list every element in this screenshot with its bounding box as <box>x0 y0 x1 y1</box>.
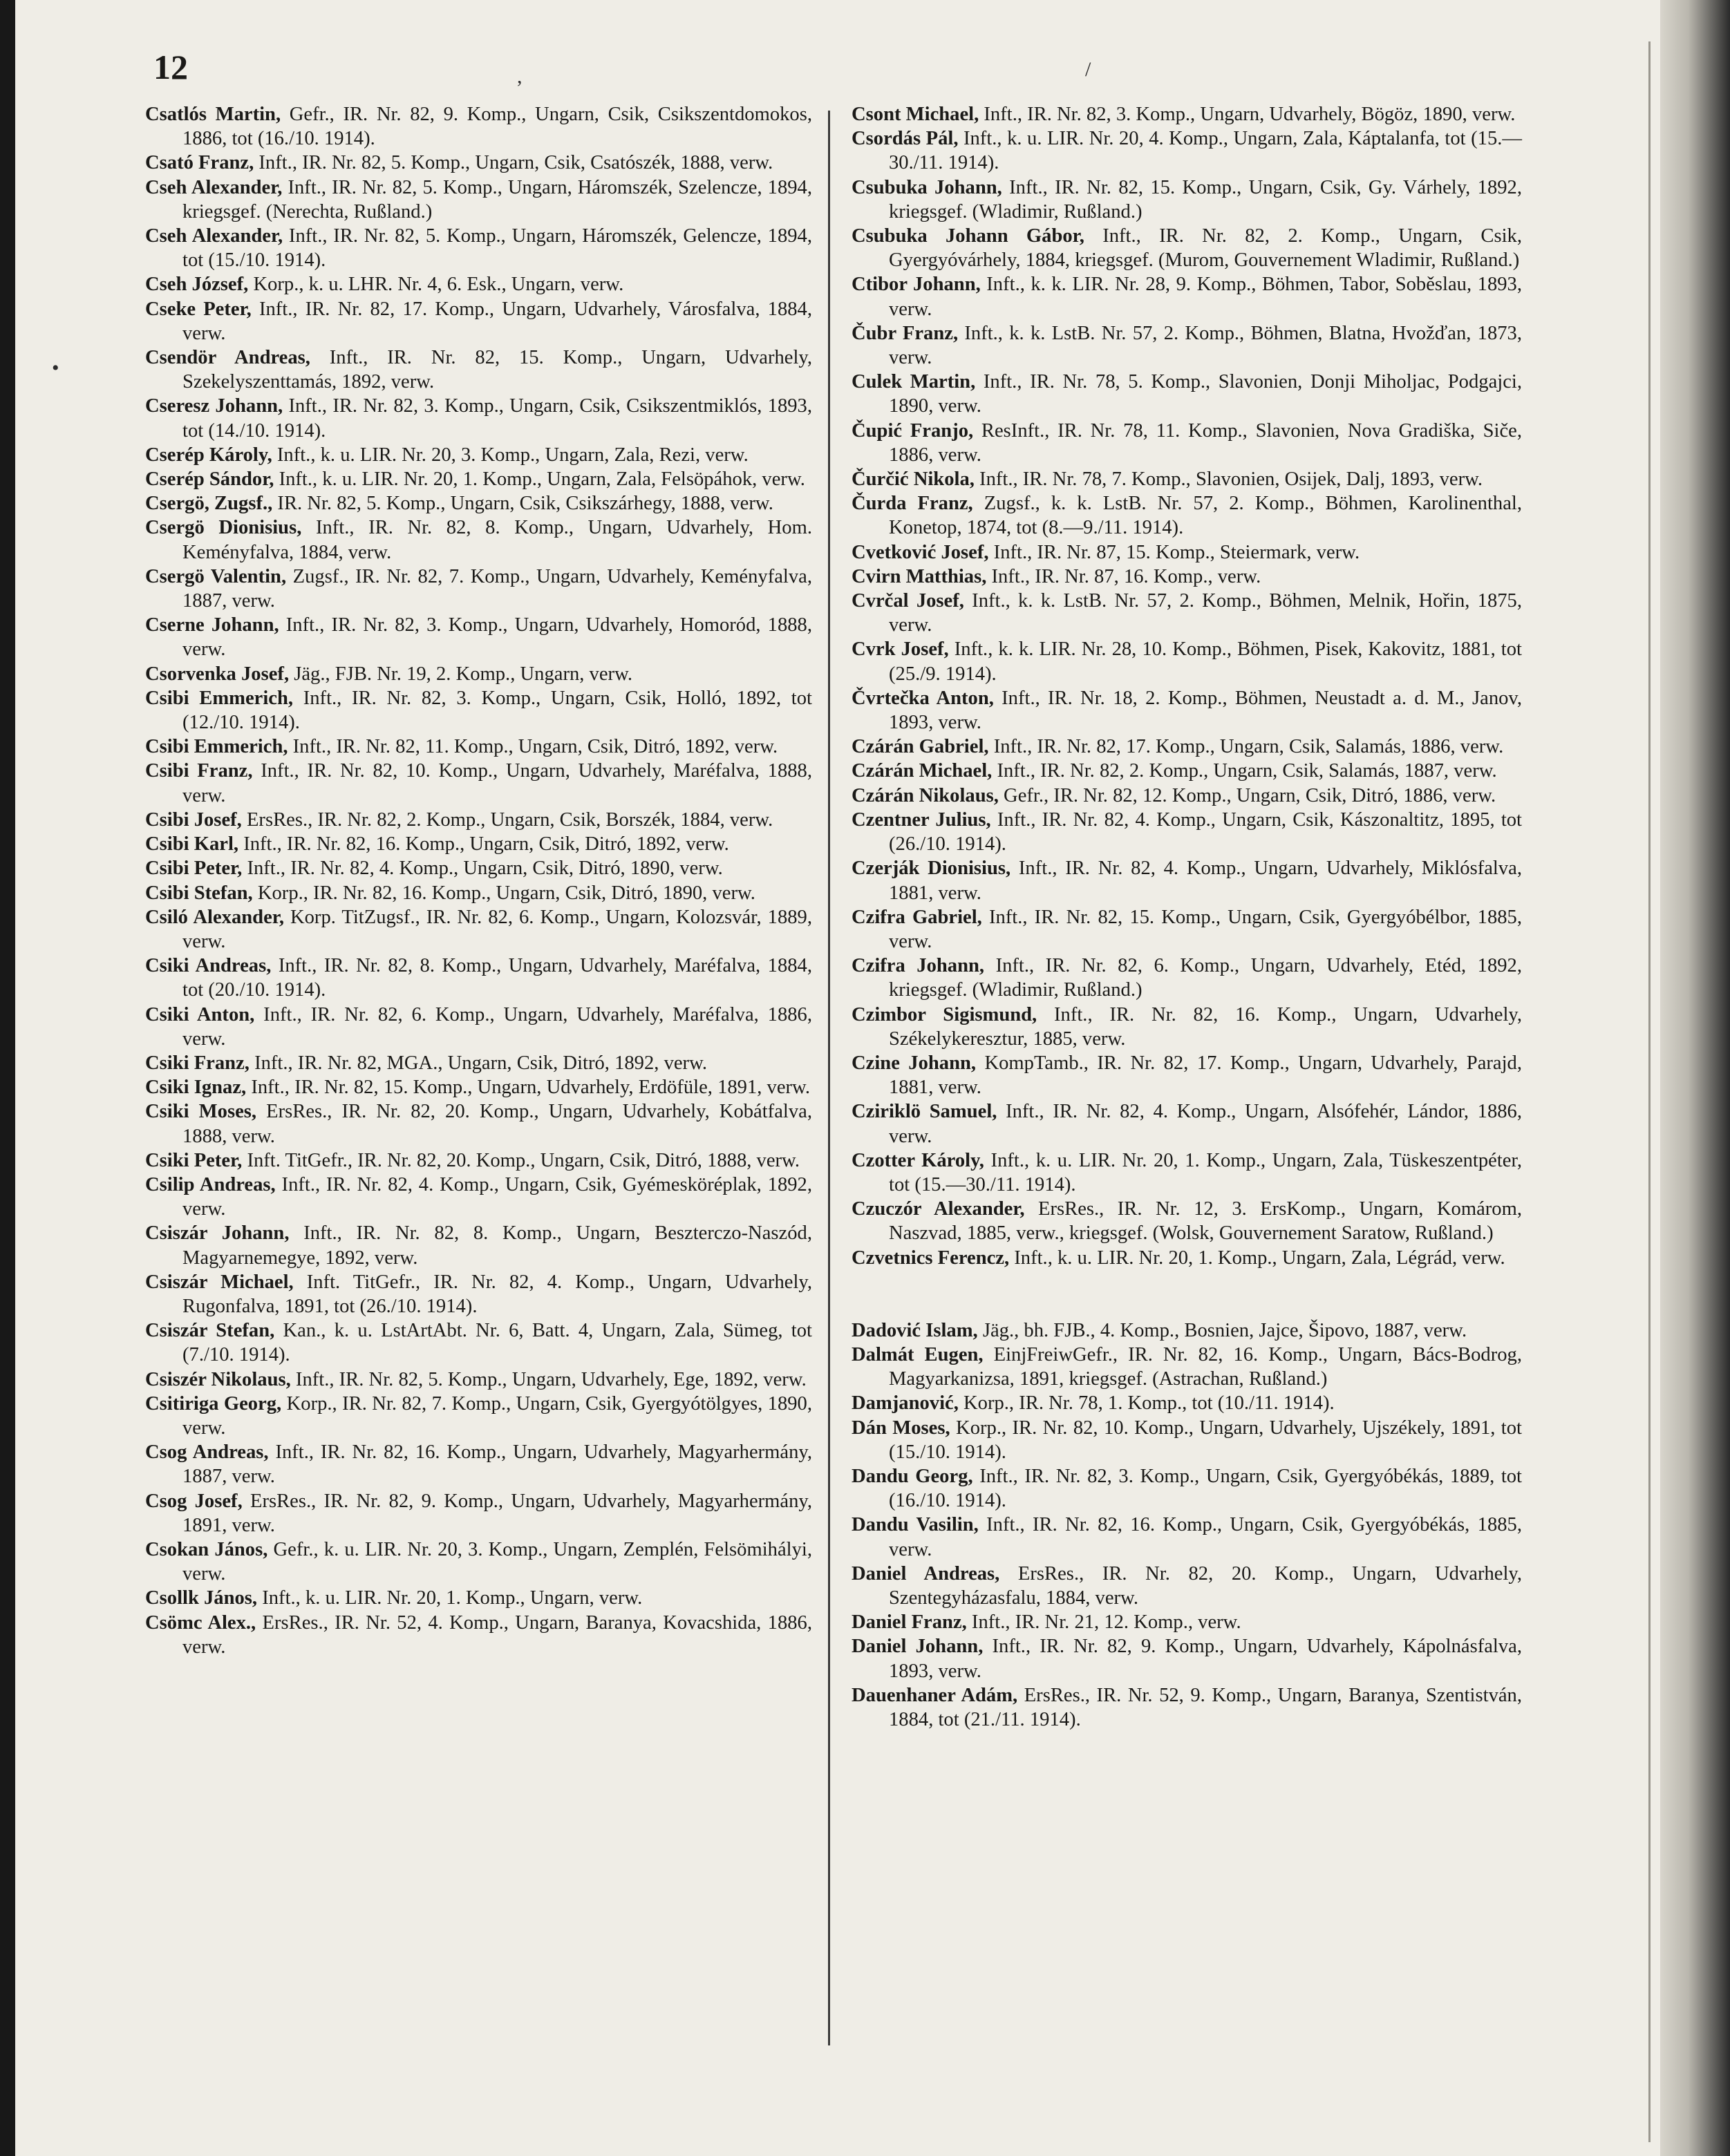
register-entry <box>145 176 812 224</box>
entry-name: Czárán Gabriel, <box>852 736 989 758</box>
register-entry <box>145 832 812 856</box>
entry-details: Inft., IR. Nr. 82, 3. Komp., Ungarn, Csik, Gyergyóbékás, 1889, tot (16./10. 1914). <box>889 1465 1523 1512</box>
entry-details: Inft., IR. Nr. 82, 4. Komp., Ungarn, Csik, Ditró, 1890, verw. <box>242 858 723 880</box>
entry-name: Cvetković Josef, <box>852 541 989 563</box>
register-entry <box>852 1610 1522 1634</box>
entry-details: Inft., IR. Nr. 82, 16. Komp., Ungarn, Udvarhely, Magyarhermány, 1887, verw. <box>182 1441 812 1488</box>
register-entry <box>145 1318 812 1367</box>
register-entry <box>145 1148 812 1173</box>
entry-name: Dandu Vasilin, <box>852 1514 979 1536</box>
entry-name: Csog Josef, <box>145 1490 243 1512</box>
register-entry <box>145 881 812 905</box>
entry-name: Cseresz Johann, <box>145 395 283 417</box>
register-entry <box>852 1148 1522 1197</box>
entry-name: Csiszér Nikolaus, <box>145 1368 291 1390</box>
entry-details: Inft., IR. Nr. 82, 11. Komp., Ungarn, Csik, Ditró, 1892, verw. <box>288 736 778 758</box>
entry-details: Inft., IR. Nr. 82, 17. Komp., Ungarn, Udvarhely, Városfalva, 1884, verw. <box>182 298 812 344</box>
register-entry <box>852 759 1522 783</box>
entry-details: Inft., k. u. LIR. Nr. 20, 3. Komp., Ungarn, Zala, Rezi, verw. <box>272 444 749 466</box>
register-entry <box>852 540 1522 565</box>
entry-details: Inft., k. u. LIR. Nr. 20, 1. Komp., Ungarn, Zala, Tüskeszentpéter, tot (15.—30./11. 1914). <box>889 1149 1522 1195</box>
entry-details: Inft., IR. Nr. 82, 6. Komp., Ungarn, Udvarhely, Maréfalva, 1886, verw. <box>182 1003 812 1050</box>
entry-details: Inft., IR. Nr. 82, 8. Komp., Ungarn, Beszterczo-Naszód, Magyarnemegye, 1892, verw. <box>182 1222 812 1269</box>
entry-details: ErsRes., IR. Nr. 82, 20. Komp., Ungarn, Udvarhely, Kobátfalva, 1888, verw. <box>182 1101 812 1147</box>
register-entry <box>852 321 1522 370</box>
register-entry <box>852 808 1522 856</box>
entry-name: Cziriklö Samuel, <box>852 1101 997 1123</box>
entry-details: Inft., IR. Nr. 82, 3. Komp., Ungarn, Udvarhely, Homoród, 1888, verw. <box>182 614 812 661</box>
register-entry <box>145 151 812 175</box>
entry-details: Inft., k. k. LIR. Nr. 28, 9. Komp., Böhmen, Tabor, Soběslau, 1893, verw. <box>889 274 1522 320</box>
entry-name: Cseh József, <box>145 274 249 296</box>
entry-name: Csiszár Michael, <box>145 1271 294 1293</box>
entry-name: Csiki Peter, <box>145 1149 243 1171</box>
register-entry <box>145 735 812 759</box>
register-entry <box>852 1464 1522 1513</box>
entry-details: Inft., IR. Nr. 82, 15. Komp., Ungarn, Csik, Gyergyóbélbor, 1885, verw. <box>889 906 1522 952</box>
entry-details: ResInft., IR. Nr. 78, 11. Komp., Slavonien, Nova Gradiška, Siče, 1886, verw. <box>889 419 1523 466</box>
entry-details: Inft., IR. Nr. 82, 4. Komp., Ungarn, Udvarhely, Miklósfalva, 1881, verw. <box>889 858 1522 904</box>
register-entry <box>852 1513 1522 1561</box>
register-entry <box>852 224 1522 272</box>
register-entry <box>852 954 1522 1002</box>
register-entry <box>145 272 812 296</box>
entry-details: Korp., IR. Nr. 82, 7. Komp., Ungarn, Csik, Gyergyótölgyes, 1890, verw. <box>182 1392 812 1439</box>
entry-name: Csergö, Zugsf., <box>145 493 273 515</box>
entry-name: Čurčić Nikola, <box>852 469 975 491</box>
entry-name: Csibi Karl, <box>145 833 239 855</box>
entry-name: Csendör Andreas, <box>145 347 310 369</box>
entry-name: Csergö Valentin, <box>145 565 287 587</box>
entry-name: Čupić Franjo, <box>852 419 974 442</box>
register-entry <box>852 272 1522 321</box>
left-column <box>145 102 812 1659</box>
register-entry <box>145 1611 812 1659</box>
register-entry <box>145 297 812 346</box>
entry-details: Inft., k. u. LIR. Nr. 20, 4. Komp., Ungarn, Zala, Káptalanfa, tot (15.—30./11. 1914). <box>889 128 1522 174</box>
register-entry <box>145 565 812 613</box>
entry-name: Csiki Ignaz, <box>145 1077 247 1099</box>
entry-name: Csiló Alexander, <box>145 906 284 928</box>
register-entry <box>145 662 812 686</box>
entry-name: Ctibor Johann, <box>852 274 981 296</box>
register-entry <box>852 1099 1522 1148</box>
entry-details: Inft., IR. Nr. 82, 5. Komp., Ungarn, Háromszék, Gelencze, 1894, tot (15./10. 1914). <box>182 225 813 272</box>
entry-name: Cseh Alexander, <box>145 176 283 198</box>
entry-details: ErsRes., IR. Nr. 12, 3. ErsKomp., Ungarn, Komárom, Naszvad, 1885, verw., kriegsgef. (Wolsk, Gouvernement Saratow, Rußland.) <box>889 1198 1522 1245</box>
entry-name: Csergö Dionisius, <box>145 517 302 539</box>
register-entry <box>145 1173 812 1221</box>
register-entry <box>145 102 812 151</box>
register-entry <box>145 224 812 272</box>
entry-details: Korp., IR. Nr. 82, 16. Komp., Ungarn, Csik, Ditró, 1890, verw. <box>252 882 755 904</box>
section-gap <box>852 1270 1522 1318</box>
entry-name: Dadović Islam, <box>852 1319 978 1341</box>
register-entry <box>852 1318 1522 1343</box>
register-entry <box>852 565 1522 589</box>
register-entry <box>145 1368 812 1392</box>
entry-name: Csiki Moses, <box>145 1101 257 1123</box>
entry-details: Korp., IR. Nr. 78, 1. Komp., tot (10./11. 1914). <box>958 1392 1335 1415</box>
column-divider <box>828 111 830 2045</box>
register-entry <box>145 1538 812 1586</box>
entry-name: Czotter Károly, <box>852 1149 984 1171</box>
register-entry <box>145 1099 812 1148</box>
entry-details: Inft. TitGefr., IR. Nr. 82, 20. Komp., Ungarn, Csik, Ditró, 1888, verw. <box>242 1149 800 1171</box>
register-entry <box>145 467 812 491</box>
register-entry <box>145 1440 812 1488</box>
entry-name: Csokan János, <box>145 1538 268 1560</box>
entry-details: ErsRes., IR. Nr. 82, 2. Komp., Ungarn, Csik, Borszék, 1884, verw. <box>241 808 773 831</box>
register-entry <box>145 808 812 832</box>
entry-details: Inft., IR. Nr. 82, 10. Komp., Ungarn, Udvarhely, Maréfalva, 1888, verw. <box>182 760 812 806</box>
entry-details: Inft., IR. Nr. 87, 16. Komp., verw. <box>986 565 1261 587</box>
entry-details: Inft., IR. Nr. 82, 6. Komp., Ungarn, Udvarhely, Etéd, 1892, kriegsgef. (Wladimir, Rußland.) <box>889 955 1522 1001</box>
register-entry <box>852 126 1522 175</box>
scan-speck: / <box>1085 58 1091 81</box>
entry-name: Czárán Michael, <box>852 760 993 782</box>
entry-name: Cvrk Josef, <box>852 639 949 661</box>
entry-name: Csiki Franz, <box>145 1052 250 1074</box>
register-entry <box>852 905 1522 954</box>
entry-details: Inft., IR. Nr. 82, 5. Komp., Ungarn, Háromszék, Szelencze, 1894, kriegsgef. (Nerechta, Rußland.) <box>182 176 812 223</box>
entry-name: Cserép Sándor, <box>145 469 274 491</box>
register-entry <box>145 346 812 394</box>
entry-details: Inft., IR. Nr. 82, 3. Komp., Ungarn, Csik, Csikszentmiklós, 1893, tot (14./10. 1914). <box>182 395 812 442</box>
register-entry <box>145 954 812 1002</box>
right-column <box>852 102 1522 1732</box>
entry-details: ErsRes., IR. Nr. 82, 9. Komp., Ungarn, Udvarhely, Magyarhermány, 1891, verw. <box>182 1490 812 1536</box>
register-entry <box>145 1075 812 1099</box>
entry-details: Inft., k. u. LIR. Nr. 20, 1. Komp., Ungarn, Zala, Légrád, verw. <box>1009 1247 1505 1269</box>
register-entry <box>852 370 1522 418</box>
entry-details: Inft., IR. Nr. 82, 15. Komp., Ungarn, Udvarhely, Erdöfüle, 1891, verw. <box>246 1077 811 1099</box>
entry-name: Čurda Franz, <box>852 493 973 515</box>
entry-name: Cseh Alexander, <box>145 225 283 247</box>
register-entry <box>852 784 1522 808</box>
entry-details: Inft., k. u. LIR. Nr. 20, 1. Komp., Ungarn, Zala, Felsöpáhok, verw. <box>274 469 805 491</box>
register-entry <box>145 516 812 564</box>
entry-name: Czárán Nikolaus, <box>852 784 999 806</box>
register-entry <box>145 1586 812 1610</box>
register-entry <box>145 1221 812 1269</box>
entry-details: Inft., IR. Nr. 82, 4. Komp., Ungarn, Csik, Gyémesköréplak, 1892, verw. <box>182 1173 812 1220</box>
entry-details: Zugsf., k. k. LstB. Nr. 57, 2. Komp., Böhmen, Karolinenthal, Konetop, 1874, tot (8.—9./11. 1914). <box>889 493 1522 539</box>
register-entry <box>145 1270 812 1318</box>
entry-name: Csubuka Johann, <box>852 176 1002 198</box>
entry-details: ErsRes., IR. Nr. 82, 20. Komp., Ungarn, Udvarhely, Szentegyházasfalu, 1884, verw. <box>889 1562 1522 1609</box>
entry-name: Dauenhaner Adám, <box>852 1684 1018 1706</box>
entry-details: Inft., k. k. LstB. Nr. 57, 2. Komp., Böhmen, Blatna, Hvožďan, 1873, verw. <box>889 322 1522 369</box>
entry-name: Daniel Andreas, <box>852 1562 1000 1585</box>
register-entry <box>852 589 1522 637</box>
entry-details: Inft., IR. Nr. 78, 7. Komp., Slavonien, Osijek, Dalj, 1893, verw. <box>974 469 1483 491</box>
entry-name: Csiszár Stefan, <box>145 1320 275 1342</box>
register-entry <box>852 1051 1522 1099</box>
entry-details: Inft., IR. Nr. 82, 16. Komp., Ungarn, Udvarhely, Székelykeresztur, 1885, verw. <box>889 1003 1522 1050</box>
register-entry <box>852 1003 1522 1051</box>
entry-details: Inft., IR. Nr. 82, 4. Komp., Ungarn, Alsófehér, Lándor, 1886, verw. <box>889 1101 1523 1147</box>
register-entry <box>145 856 812 880</box>
register-entry <box>852 419 1522 467</box>
entry-name: Dalmát Eugen, <box>852 1343 984 1365</box>
entry-details: Inft., IR. Nr. 87, 15. Komp., Steiermark, verw. <box>988 541 1360 563</box>
entry-name: Czimbor Sigismund, <box>852 1003 1037 1025</box>
entry-details: Inft. TitGefr., IR. Nr. 82, 4. Komp., Ungarn, Udvarhely, Rugonfalva, 1891, tot (26./10. 1914). <box>182 1271 812 1317</box>
register-entry <box>852 491 1522 540</box>
entry-name: Daniel Johann, <box>852 1636 984 1658</box>
entry-details: Inft., k. k. LstB. Nr. 57, 2. Komp., Böhmen, Melnik, Hořin, 1875, verw. <box>889 590 1522 636</box>
register-entry <box>852 686 1522 735</box>
entry-details: Inft., IR. Nr. 82, 5. Komp., Ungarn, Csik, Csatószék, 1888, verw. <box>254 152 773 174</box>
entry-details: Korp. TitZugsf., IR. Nr. 82, 6. Komp., Ungarn, Kolozsvár, 1889, verw. <box>182 906 812 952</box>
entry-details: Inft., IR. Nr. 82, 15. Komp., Ungarn, Csik, Gy. Várhely, 1892, kriegsgef. (Wladimir, Rußland.) <box>889 176 1522 223</box>
entry-name: Csont Michael, <box>852 104 979 125</box>
entry-details: Inft., IR. Nr. 82, 3. Komp., Ungarn, Csik, Holló, 1892, tot (12./10. 1914). <box>182 687 812 734</box>
register-entry <box>145 686 812 735</box>
entry-name: Čvrtečka Anton, <box>852 687 994 709</box>
register-entry <box>145 443 812 467</box>
register-entry <box>145 1392 812 1440</box>
entry-details: Inft., k. k. LIR. Nr. 28, 10. Komp., Böhmen, Pisek, Kakovitz, 1881, tot (25./9. 1914). <box>889 639 1522 685</box>
entry-name: Cvirn Matthias, <box>852 565 987 587</box>
entry-details: Jäg., bh. FJB., 4. Komp., Bosnien, Jajce, Šipovo, 1887, verw. <box>977 1319 1467 1341</box>
entry-name: Csibi Franz, <box>145 760 253 782</box>
entry-name: Csató Franz, <box>145 152 254 174</box>
entry-details: Inft., IR. Nr. 82, 3. Komp., Ungarn, Udvarhely, Bögöz, 1890, verw. <box>979 104 1516 125</box>
entry-name: Czifra Gabriel, <box>852 906 982 928</box>
entry-details: Inft., IR. Nr. 82, 16. Komp., Ungarn, Csik, Gyergyóbékás, 1885, verw. <box>889 1514 1522 1560</box>
entry-name: Czuczór Alexander, <box>852 1198 1025 1220</box>
entry-name: Culek Martin, <box>852 371 976 393</box>
entry-name: Csibi Josef, <box>145 808 242 831</box>
entry-name: Csibi Emmerich, <box>145 687 294 709</box>
entry-details: Inft., IR. Nr. 82, 15. Komp., Ungarn, Udvarhely, Szekelyszenttamás, 1892, verw. <box>182 347 812 393</box>
register-entry <box>852 856 1522 905</box>
register-entry <box>145 1489 812 1538</box>
register-entry <box>145 491 812 516</box>
entry-details: Inft., IR. Nr. 82, 17. Komp., Ungarn, Csik, Salamás, 1886, verw. <box>988 736 1504 758</box>
entry-name: Csorvenka Josef, <box>145 663 290 685</box>
entry-name: Cvrčal Josef, <box>852 590 964 612</box>
entry-details: ErsRes., IR. Nr. 52, 4. Komp., Ungarn, Baranya, Kovacshida, 1886, verw. <box>182 1611 812 1658</box>
entry-name: Cserne Johann, <box>145 614 279 636</box>
entry-name: Čubr Franz, <box>852 322 959 344</box>
entry-name: Dán Moses, <box>852 1417 950 1439</box>
register-entry <box>852 176 1522 224</box>
entry-details: Inft., IR. Nr. 82, 4. Komp., Ungarn, Csik, Kászonaltitz, 1895, tot (26./10. 1914). <box>889 808 1523 855</box>
entry-name: Csitiriga Georg, <box>145 1392 282 1415</box>
entry-details: Kan., k. u. LstArtAbt. Nr. 6, Batt. 4, Ungarn, Zala, Sümeg, tot (7./10. 1914). <box>182 1320 812 1366</box>
entry-name: Dandu Georg, <box>852 1465 973 1487</box>
scan-speck: • <box>52 357 59 379</box>
entry-details: Inft., IR. Nr. 82, 8. Komp., Ungarn, Udvarhely, Hom. Keményfalva, 1884, verw. <box>182 517 812 563</box>
entry-details: ErsRes., IR. Nr. 52, 9. Komp., Ungarn, Baranya, Szentistván, 1884, tot (21./11. 1914). <box>889 1684 1522 1730</box>
entry-name: Damjanović, <box>852 1392 959 1415</box>
register-entry <box>145 613 812 661</box>
register-entry <box>852 1634 1522 1683</box>
entry-details: KompTamb., IR. Nr. 82, 17. Komp., Ungarn, Udvarhely, Parajd, 1881, verw. <box>889 1052 1523 1099</box>
entry-name: Csiki Anton, <box>145 1003 255 1025</box>
register-entry <box>145 1003 812 1051</box>
entry-name: Czvetnics Ferencz, <box>852 1247 1010 1269</box>
entry-details: Inft., IR. Nr. 18, 2. Komp., Böhmen, Neustadt a. d. M., Janov, 1893, verw. <box>889 687 1522 734</box>
entry-name: Czerják Dionisius, <box>852 858 1011 880</box>
entry-details: Jäg., FJB. Nr. 19, 2. Komp., Ungarn, verw. <box>289 663 633 685</box>
entry-details: Gefr., IR. Nr. 82, 9. Komp., Ungarn, Csik, Csikszentdomokos, 1886, tot (16./10. 1914). <box>182 104 813 150</box>
entry-name: Csibi Peter, <box>145 858 243 880</box>
scan-edge <box>1660 0 1730 2156</box>
entry-details: Gefr., IR. Nr. 82, 12. Komp., Ungarn, Csik, Ditró, 1886, verw. <box>998 784 1496 806</box>
entry-details: EinjFreiwGefr., IR. Nr. 82, 16. Komp., Ungarn, Bács-Bodrog, Magyarkanizsa, 1891, kriegsgef. (Astrachan, Rußland.) <box>889 1343 1522 1390</box>
entry-name: Csiszár Johann, <box>145 1222 290 1245</box>
entry-name: Csibi Emmerich, <box>145 736 288 758</box>
entry-details: Zugsf., IR. Nr. 82, 7. Komp., Ungarn, Udvarhely, Keményfalva, 1887, verw. <box>182 565 812 612</box>
entry-name: Csordás Pál, <box>852 128 959 150</box>
register-entry <box>852 1197 1522 1245</box>
entry-details: IR. Nr. 82, 5. Komp., Ungarn, Csik, Csikszárhegy, 1888, verw. <box>272 493 773 515</box>
entry-details: Korp., IR. Nr. 82, 10. Komp., Ungarn, Udvarhely, Ujszékely, 1891, tot (15./10. 1914). <box>889 1417 1522 1463</box>
entry-details: Inft., IR. Nr. 21, 12. Komp., verw. <box>966 1611 1241 1634</box>
entry-details: Inft., IR. Nr. 82, 16. Komp., Ungarn, Csik, Ditró, 1892, verw. <box>238 833 729 855</box>
entry-name: Czifra Johann, <box>852 955 985 977</box>
register-entry <box>852 1391 1522 1415</box>
register-entry <box>145 905 812 954</box>
entry-details: Gefr., k. u. LIR. Nr. 20, 3. Komp., Ungarn, Zemplén, Felsömihályi, verw. <box>182 1538 812 1585</box>
register-entry <box>852 1683 1522 1732</box>
entry-name: Cseke Peter, <box>145 298 252 320</box>
register-entry <box>145 1051 812 1075</box>
register-entry <box>852 1416 1522 1464</box>
entry-name: Czine Johann, <box>852 1052 977 1074</box>
entry-details: Inft., IR. Nr. 82, MGA., Ungarn, Csik, Ditró, 1892, verw. <box>249 1052 708 1074</box>
entry-details: Inft., IR. Nr. 82, 8. Komp., Ungarn, Udvarhely, Maréfalva, 1884, tot (20./10. 1914). <box>182 955 812 1001</box>
entry-details: Korp., k. u. LHR. Nr. 4, 6. Esk., Ungarn, verw. <box>248 274 624 296</box>
entry-details: Inft., IR. Nr. 82, 9. Komp., Ungarn, Udvarhely, Kápolnásfalva, 1893, verw. <box>889 1636 1522 1682</box>
register-entry <box>852 1246 1522 1270</box>
entry-name: Daniel Franz, <box>852 1611 967 1634</box>
entry-name: Czentner Julius, <box>852 808 991 831</box>
page-fold-line <box>1648 41 1651 2142</box>
entry-details: Inft., IR. Nr. 82, 5. Komp., Ungarn, Udvarhely, Ege, 1892, verw. <box>290 1368 807 1390</box>
entry-details: Inft., IR. Nr. 82, 2. Komp., Ungarn, Csik, Salamás, 1887, verw. <box>992 760 1497 782</box>
entry-name: Csollk János, <box>145 1587 258 1609</box>
entry-details: Inft., k. u. LIR. Nr. 20, 1. Komp., Ungarn, verw. <box>257 1587 643 1609</box>
register-entry <box>852 467 1522 491</box>
entry-details: Inft., IR. Nr. 82, 2. Komp., Ungarn, Csik, Gyergyóvárhely, 1884, kriegsgef. (Murom, Gouvernement Wladimir, Rußland.) <box>889 225 1523 272</box>
register-entry <box>852 102 1522 126</box>
entry-name: Csatlós Martin, <box>145 104 281 125</box>
entry-name: Csubuka Johann Gábor, <box>852 225 1084 247</box>
register-entry <box>852 1562 1522 1610</box>
register-entry <box>852 735 1522 759</box>
register-entry <box>852 637 1522 685</box>
scan-speck: , <box>517 65 523 88</box>
entry-name: Csilip Andreas, <box>145 1173 276 1195</box>
entry-name: Cserép Károly, <box>145 444 272 466</box>
page-number: 12 <box>153 48 188 86</box>
entry-name: Csog Andreas, <box>145 1441 269 1464</box>
entry-name: Csibi Stefan, <box>145 882 253 904</box>
entry-name: Csömc Alex., <box>145 1611 256 1634</box>
entry-details: Inft., IR. Nr. 78, 5. Komp., Slavonien, Donji Miholjac, Podgajci, 1890, verw. <box>889 371 1522 417</box>
register-entry <box>852 1343 1522 1391</box>
register-entry <box>145 759 812 807</box>
entry-name: Csiki Andreas, <box>145 955 272 977</box>
register-entry <box>145 394 812 442</box>
